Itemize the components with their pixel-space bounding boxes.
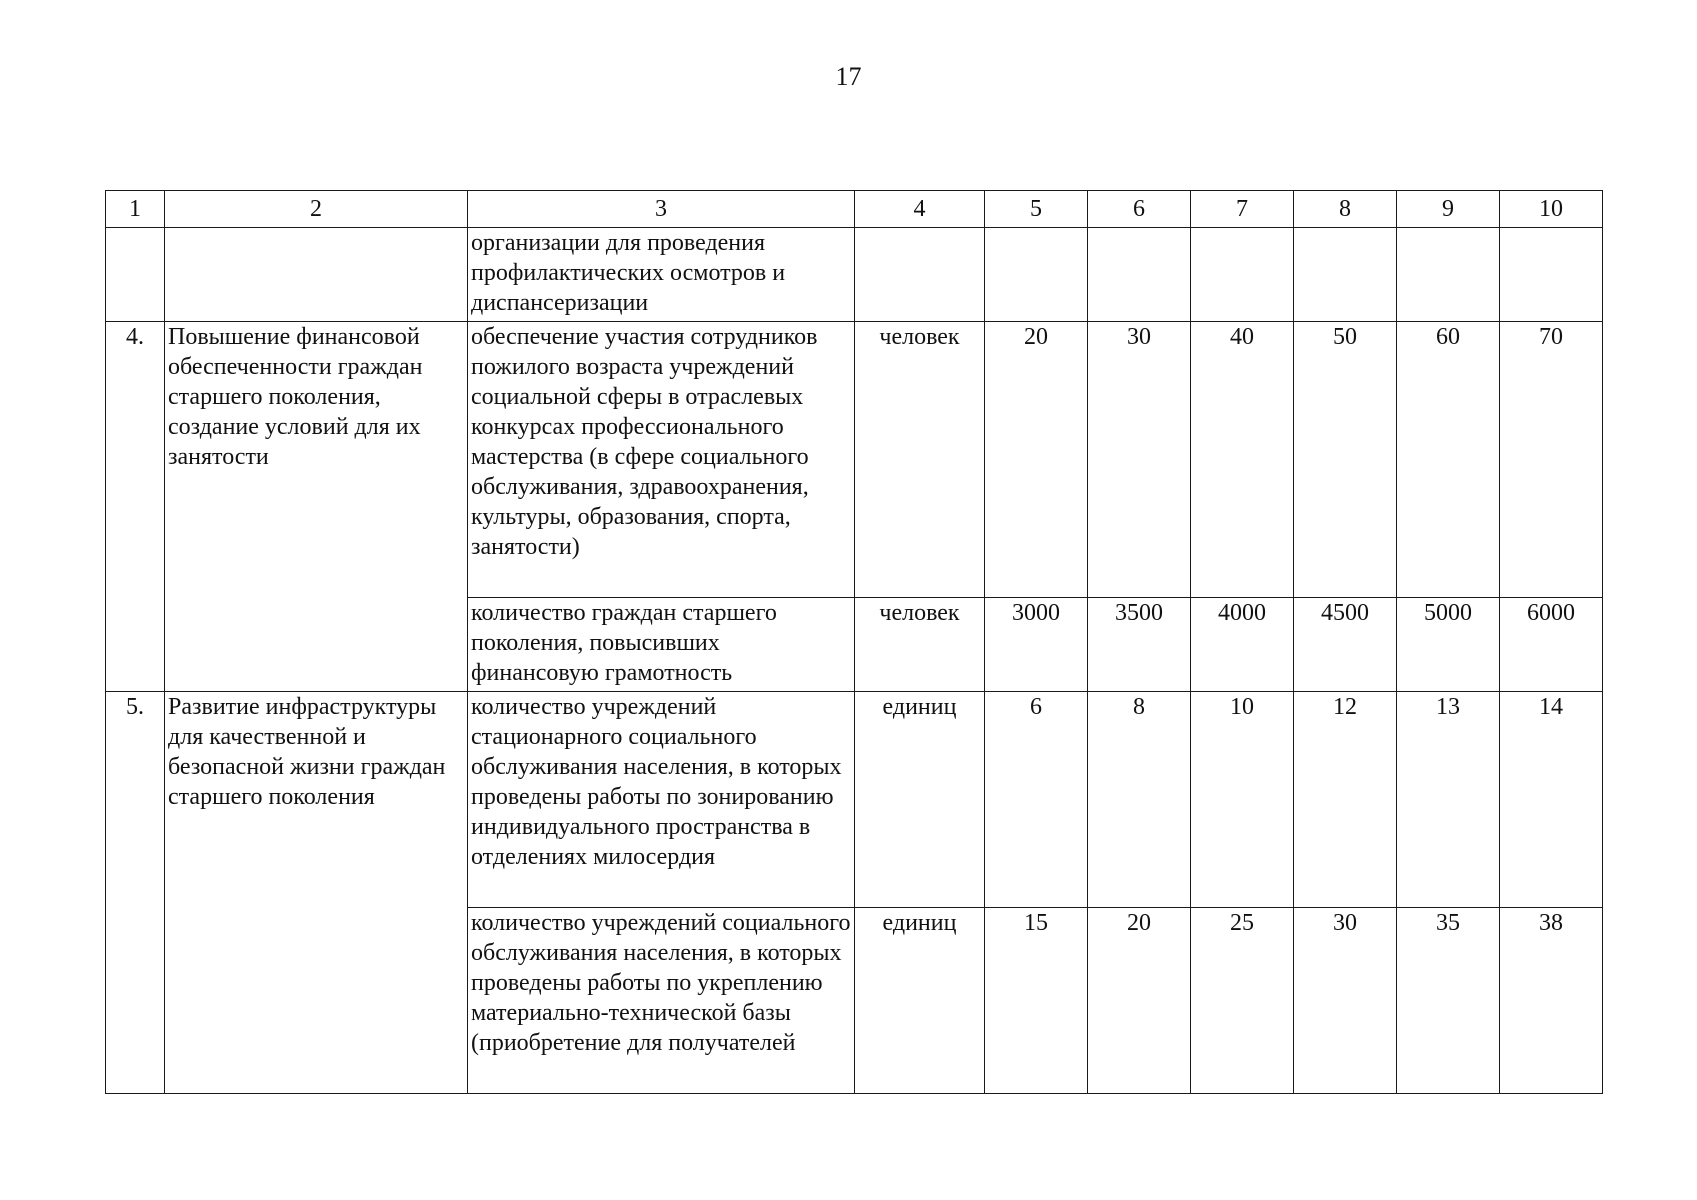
header-cell: 8 <box>1294 191 1397 228</box>
index-cell: 4. <box>106 322 165 692</box>
value-cell: 25 <box>1191 908 1294 1094</box>
unit-cell <box>855 228 985 322</box>
index-cell <box>106 228 165 322</box>
table-row <box>106 692 1603 908</box>
header-cell: 7 <box>1191 191 1294 228</box>
value-cell: 10 <box>1191 692 1294 908</box>
value-cell: 6 <box>985 692 1088 908</box>
header-cell: 6 <box>1088 191 1191 228</box>
value-cell: 4000 <box>1191 598 1294 692</box>
value-cell <box>1088 228 1191 322</box>
page-number: 17 <box>835 62 862 91</box>
value-cell: 70 <box>1500 322 1603 598</box>
value-cell: 13 <box>1397 692 1500 908</box>
indicator-cell: количество учреждений социального обслуживания населения, в которых проведены работы по укреплению материально-технической базы (приобретение для получателей <box>468 908 855 1094</box>
goal-cell <box>165 228 468 322</box>
value-cell: 50 <box>1294 322 1397 598</box>
value-cell: 4500 <box>1294 598 1397 692</box>
header-cell: 9 <box>1397 191 1500 228</box>
value-cell: 3000 <box>985 598 1088 692</box>
indicator-cell: организации для проведения профилактических осмотров и диспансеризации <box>468 228 855 322</box>
value-cell <box>1500 228 1603 322</box>
header-cell: 5 <box>985 191 1088 228</box>
value-cell: 12 <box>1294 692 1397 908</box>
goal-cell: Развитие инфраструктуры для качественной и безопасной жизни граждан старшего поколения <box>165 692 468 1094</box>
table-row <box>106 228 1603 322</box>
table-row <box>106 322 1603 598</box>
value-cell <box>1294 228 1397 322</box>
table-header-row <box>106 191 1603 228</box>
header-cell: 10 <box>1500 191 1603 228</box>
unit-cell: человек <box>855 322 985 598</box>
unit-cell: единиц <box>855 692 985 908</box>
value-cell: 20 <box>1088 908 1191 1094</box>
indicators-table <box>105 190 1603 1094</box>
value-cell: 40 <box>1191 322 1294 598</box>
value-cell: 14 <box>1500 692 1603 908</box>
value-cell: 15 <box>985 908 1088 1094</box>
unit-cell: единиц <box>855 908 985 1094</box>
value-cell: 20 <box>985 322 1088 598</box>
header-cell: 2 <box>165 191 468 228</box>
value-cell: 30 <box>1294 908 1397 1094</box>
header-cell: 1 <box>106 191 165 228</box>
value-cell: 60 <box>1397 322 1500 598</box>
indicator-cell: обеспечение участия сотрудников пожилого возраста учреждений социальной сферы в отраслевых конкурсах профессионального мастерства (в сфере социального обслуживания, здравоохранения, культуры, образования, спорта, занятости) <box>468 322 855 598</box>
header-cell: 4 <box>855 191 985 228</box>
indicator-cell: количество учреждений стационарного социального обслуживания населения, в которых проведены работы по зонированию индивидуального пространства в отделениях милосердия <box>468 692 855 908</box>
value-cell: 35 <box>1397 908 1500 1094</box>
value-cell: 6000 <box>1500 598 1603 692</box>
value-cell <box>985 228 1088 322</box>
value-cell: 5000 <box>1397 598 1500 692</box>
value-cell: 38 <box>1500 908 1603 1094</box>
value-cell: 3500 <box>1088 598 1191 692</box>
header-cell: 3 <box>468 191 855 228</box>
value-cell: 30 <box>1088 322 1191 598</box>
index-cell: 5. <box>106 692 165 1094</box>
goal-cell: Повышение финансовой обеспеченности граждан старшего поколения, создание условий для их занятости <box>165 322 468 692</box>
unit-cell: человек <box>855 598 985 692</box>
indicator-cell: количество граждан старшего поколения, повысивших финансовую грамотность <box>468 598 855 692</box>
value-cell <box>1191 228 1294 322</box>
value-cell: 8 <box>1088 692 1191 908</box>
value-cell <box>1397 228 1500 322</box>
